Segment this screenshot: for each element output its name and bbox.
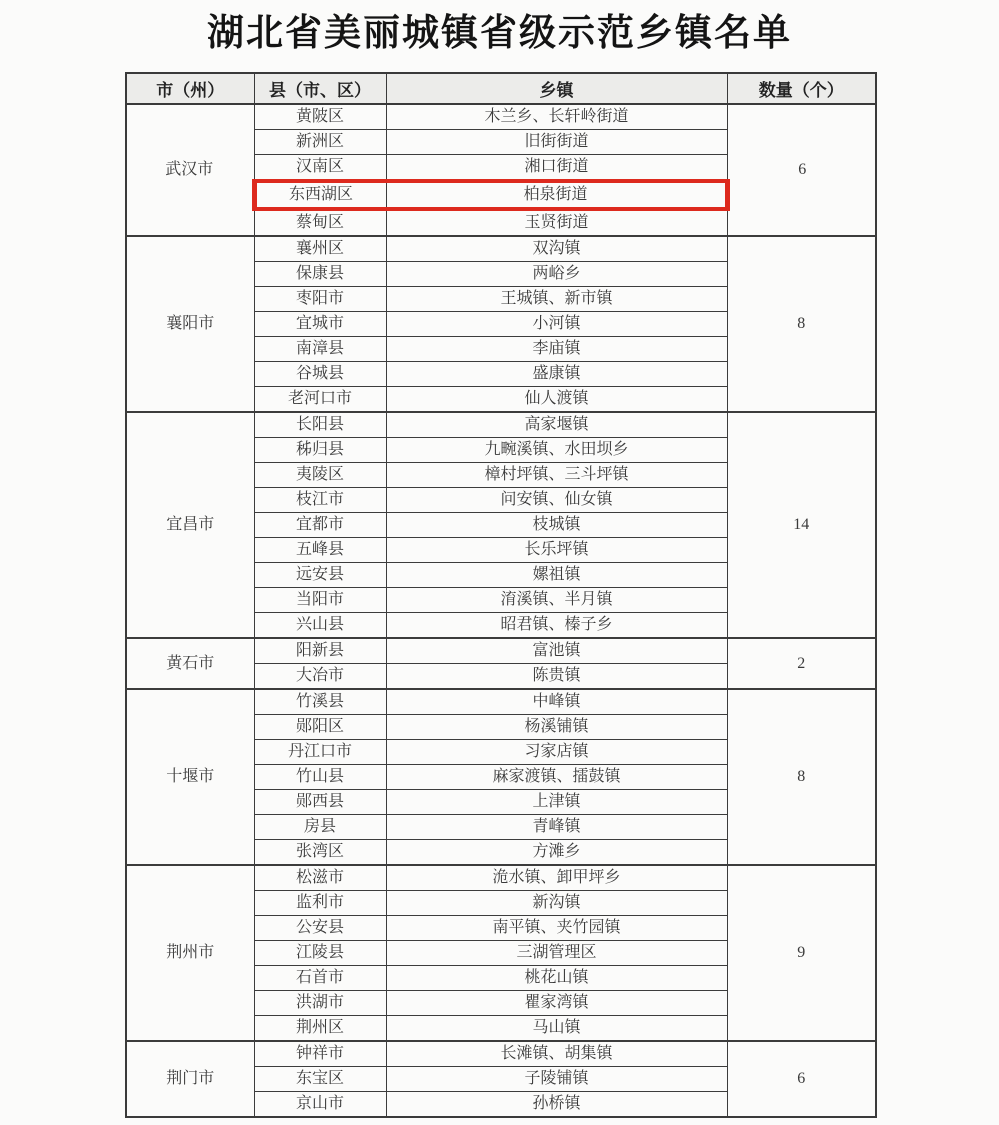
towns-cell: 三湖管理区	[386, 941, 727, 966]
towns-cell: 旧街街道	[386, 130, 727, 155]
county-cell: 宜城市	[254, 312, 386, 337]
city-cell: 黄石市	[126, 638, 254, 689]
county-cell: 石首市	[254, 966, 386, 991]
county-cell: 阳新县	[254, 638, 386, 664]
county-cell: 大冶市	[254, 664, 386, 690]
towns-cell: 富池镇	[386, 638, 727, 664]
county-cell: 蔡甸区	[254, 209, 386, 236]
towns-cell: 九畹溪镇、水田坝乡	[386, 438, 727, 463]
county-cell: 宜都市	[254, 513, 386, 538]
count-cell: 6	[727, 104, 876, 236]
towns-cell: 子陵铺镇	[386, 1067, 727, 1092]
towns-cell: 长滩镇、胡集镇	[386, 1041, 727, 1067]
towns-cell: 新沟镇	[386, 891, 727, 916]
count-cell: 6	[727, 1041, 876, 1117]
towns-cell: 麻家渡镇、擂鼓镇	[386, 765, 727, 790]
header-count: 数量（个）	[727, 73, 876, 104]
towns-cell: 小河镇	[386, 312, 727, 337]
towns-cell: 湘口街道	[386, 155, 727, 182]
county-cell: 监利市	[254, 891, 386, 916]
county-cell: 东宝区	[254, 1067, 386, 1092]
towns-cell: 孙桥镇	[386, 1092, 727, 1118]
count-cell: 8	[727, 236, 876, 412]
table-row	[126, 104, 876, 130]
city-cell: 十堰市	[126, 689, 254, 865]
towns-cell: 杨溪铺镇	[386, 715, 727, 740]
county-cell: 郧阳区	[254, 715, 386, 740]
page-title: 湖北省美丽城镇省级示范乡镇名单	[207, 12, 792, 53]
table-header	[126, 73, 876, 104]
towns-cell: 木兰乡、长轩岭街道	[386, 104, 727, 130]
county-cell: 兴山县	[254, 613, 386, 639]
towns-cell: 樟村坪镇、三斗坪镇	[386, 463, 727, 488]
towns-cell: 双沟镇	[386, 236, 727, 262]
county-cell: 新洲区	[254, 130, 386, 155]
city-cell: 荆门市	[126, 1041, 254, 1117]
county-cell: 长阳县	[254, 412, 386, 438]
county-cell: 竹溪县	[254, 689, 386, 715]
towns-cell: 瞿家湾镇	[386, 991, 727, 1016]
city-cell: 襄阳市	[126, 236, 254, 412]
county-cell: 黄陂区	[254, 104, 386, 130]
table-row	[126, 412, 876, 438]
table-row	[126, 638, 876, 664]
city-cell: 武汉市	[126, 104, 254, 236]
county-cell: 钟祥市	[254, 1041, 386, 1067]
demonstration-towns-table	[125, 72, 877, 1118]
towns-cell: 马山镇	[386, 1016, 727, 1042]
count-cell: 2	[727, 638, 876, 689]
towns-cell: 南平镇、夹竹园镇	[386, 916, 727, 941]
county-cell: 洪湖市	[254, 991, 386, 1016]
county-cell: 郧西县	[254, 790, 386, 815]
towns-cell: 嫘祖镇	[386, 563, 727, 588]
county-cell: 枣阳市	[254, 287, 386, 312]
towns-cell: 盛康镇	[386, 362, 727, 387]
towns-cell: 长乐坪镇	[386, 538, 727, 563]
county-cell: 远安县	[254, 563, 386, 588]
towns-cell: 习家店镇	[386, 740, 727, 765]
county-cell: 保康县	[254, 262, 386, 287]
county-cell: 老河口市	[254, 387, 386, 413]
county-cell: 房县	[254, 815, 386, 840]
towns-cell: 陈贵镇	[386, 664, 727, 690]
header-county: 县（市、区）	[254, 73, 386, 104]
county-cell: 谷城县	[254, 362, 386, 387]
count-cell: 8	[727, 689, 876, 865]
table-row	[126, 236, 876, 262]
towns-cell: 中峰镇	[386, 689, 727, 715]
towns-cell: 仙人渡镇	[386, 387, 727, 413]
count-cell: 14	[727, 412, 876, 638]
city-cell: 宜昌市	[126, 412, 254, 638]
towns-cell: 李庙镇	[386, 337, 727, 362]
county-cell: 秭归县	[254, 438, 386, 463]
towns-cell: 桃花山镇	[386, 966, 727, 991]
table-row	[126, 1041, 876, 1067]
towns-cell: 洈水镇、卸甲坪乡	[386, 865, 727, 891]
county-cell: 汉南区	[254, 155, 386, 182]
towns-cell: 问安镇、仙女镇	[386, 488, 727, 513]
towns-cell: 王城镇、新市镇	[386, 287, 727, 312]
towns-cell-highlighted: 柏泉街道	[386, 181, 727, 209]
towns-cell: 青峰镇	[386, 815, 727, 840]
county-cell: 京山市	[254, 1092, 386, 1118]
city-cell: 荆州市	[126, 865, 254, 1041]
table-row	[126, 865, 876, 891]
county-cell-highlighted: 东西湖区	[254, 181, 386, 209]
county-cell: 丹江口市	[254, 740, 386, 765]
county-cell: 张湾区	[254, 840, 386, 866]
header-towns: 乡镇	[386, 73, 727, 104]
table-body	[126, 104, 876, 1117]
count-cell: 9	[727, 865, 876, 1041]
towns-cell: 昭君镇、榛子乡	[386, 613, 727, 639]
county-cell: 当阳市	[254, 588, 386, 613]
towns-cell: 枝城镇	[386, 513, 727, 538]
county-cell: 江陵县	[254, 941, 386, 966]
county-cell: 五峰县	[254, 538, 386, 563]
towns-cell: 淯溪镇、半月镇	[386, 588, 727, 613]
county-cell: 荆州区	[254, 1016, 386, 1042]
header-city: 市（州）	[126, 73, 254, 104]
table-row	[126, 689, 876, 715]
towns-cell: 上津镇	[386, 790, 727, 815]
county-cell: 枝江市	[254, 488, 386, 513]
county-cell: 公安县	[254, 916, 386, 941]
towns-cell: 玉贤街道	[386, 209, 727, 236]
county-cell: 夷陵区	[254, 463, 386, 488]
header-row	[126, 73, 876, 104]
county-cell: 竹山县	[254, 765, 386, 790]
county-cell: 松滋市	[254, 865, 386, 891]
county-cell: 襄州区	[254, 236, 386, 262]
towns-cell: 两峪乡	[386, 262, 727, 287]
towns-cell: 方滩乡	[386, 840, 727, 866]
county-cell: 南漳县	[254, 337, 386, 362]
towns-cell: 高家堰镇	[386, 412, 727, 438]
